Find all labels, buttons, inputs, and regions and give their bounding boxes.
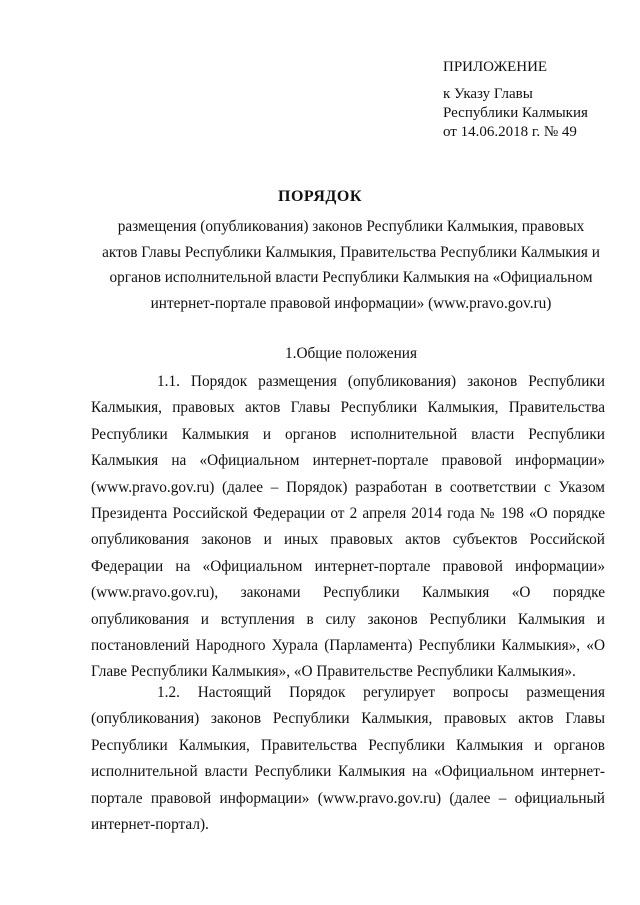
appendix-line: Республики Калмыкия — [443, 105, 588, 121]
paragraph-1-1 — [91, 369, 605, 686]
paragraph-line: (www.pravo.gov.ru), законами Республики Калмыкия «О порядке — [91, 584, 605, 602]
paragraph-line: Главе Республики Калмыкия», «О Правительстве Республики Калмыкия». — [91, 663, 576, 681]
appendix-heading: ПРИЛОЖЕНИЕ — [443, 59, 548, 75]
paragraph-line: исполнительной власти Республики Калмыкия на «Официальном интернет- — [91, 763, 605, 781]
paragraph-line: Калмыкия, правовых актов Главы Республики Калмыкия, Правительства — [91, 399, 605, 417]
subtitle-line: актов Главы Республики Калмыкия, Правительства Республики Калмыкия и — [102, 243, 600, 261]
document-subtitle — [96, 214, 606, 316]
paragraph-line: 1.2. Настоящий Порядок регулирует вопросы размещения — [157, 684, 605, 701]
paragraph-line: Республики Калмыкия, Правительства Республики Калмыкия и органов — [91, 736, 605, 754]
paragraph-line: Республики Калмыкия и органов исполнительной власти Республики — [91, 425, 605, 443]
paragraph-line: портале правовой информации» (www.pravo.gov.ru) (далее – официальный — [91, 789, 605, 807]
paragraph-line: Федерации на «Официальном интернет-портале правовой информации» — [91, 557, 605, 575]
appendix-line: к Указу Главы — [443, 86, 533, 102]
subtitle-line: интернет-портале правовой информации» (www.pravo.gov.ru) — [150, 294, 552, 312]
appendix-line: от 14.06.2018 г. № 49 — [443, 124, 577, 140]
subtitle-line: размещения (опубликования) законов Республики Калмыкия, правовых — [117, 218, 585, 235]
paragraph-line: постановлений Народного Хурала (Парламента) Республики Калмыкия», «О — [91, 637, 605, 655]
subtitle-line: органов исполнительной власти Республики Калмыкия на «Официальном — [109, 269, 593, 286]
document-title: ПОРЯДОК — [278, 188, 362, 205]
paragraph-line: 1.1. Порядок размещения (опубликования) законов Республики — [157, 373, 605, 390]
paragraph-line: (опубликования) законов Республики Калмыкия, правовых актов Главы — [91, 710, 605, 728]
paragraph-line: опубликования и вступления в силу законов Республики Калмыкия и — [91, 610, 605, 628]
paragraph-line: Президента Российской Федерации от 2 апреля 2014 года № 198 «О порядке — [91, 505, 605, 523]
paragraph-line: Калмыкия на «Официальном интернет-портале правовой информации» — [91, 452, 605, 470]
paragraph-line: интернет-портал). — [91, 816, 209, 834]
paragraph-1-2 — [91, 680, 605, 838]
paragraph-line: опубликования законов и иных правовых актов субъектов Российской — [91, 531, 605, 549]
appendix-block — [443, 58, 588, 142]
paragraph-line: (www.pravo.gov.ru) (далее – Порядок) разработан в соответствии с Указом — [91, 478, 605, 496]
section-heading: 1.Общие положения — [285, 345, 417, 362]
